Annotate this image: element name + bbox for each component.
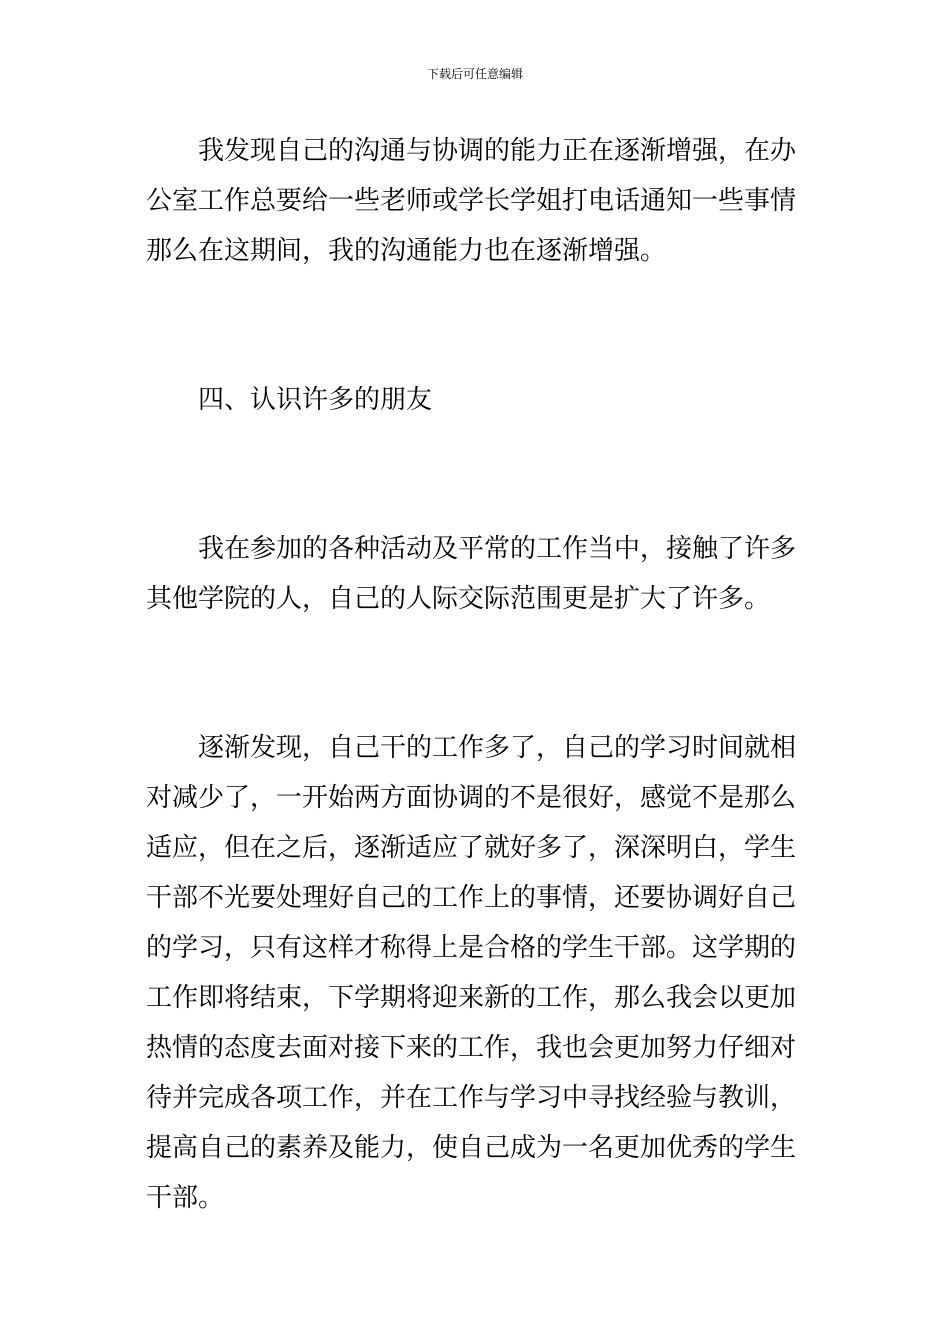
paragraph-balance: 逐渐发现，自己干的工作多了，自己的学习时间就相对减少了，一开始两方面协调的不是很好，感觉不是那么适应，但在之后，逐渐适应了就好多了，深深明白，学生干部不光要处理好自己的工作上的事情，还要协调好自己的学习，只有这样才称得上是合格的学生干部。这学期的工作即将结束，下学期将迎来新的工作，那么我会以更加热情的态度去面对接下来的工作，我也会更加努力仔细对待并完成各项工作，并在工作与学习中寻找经验与教训，提高自己的素养及能力，使自己成为一名更加优秀的学生干部。 bbox=[146, 733, 797, 1213]
paragraph-friends: 我在参加的各种活动及平常的工作当中，接触了许多其他学院的人，自己的人际交际范围更是扩大了许多。 bbox=[146, 534, 797, 614]
page-header: 下载后可任意编辑 bbox=[426, 67, 523, 81]
section-heading-friends: 四、认识许多的朋友 bbox=[198, 385, 433, 415]
paragraph-communication: 我发现自己的沟通与协调的能力正在逐渐增强，在办公室工作总要给一些老师或学长学姐打电话通知一些事情那么在这期间，我的沟通能力也在逐渐增强。 bbox=[146, 136, 797, 266]
